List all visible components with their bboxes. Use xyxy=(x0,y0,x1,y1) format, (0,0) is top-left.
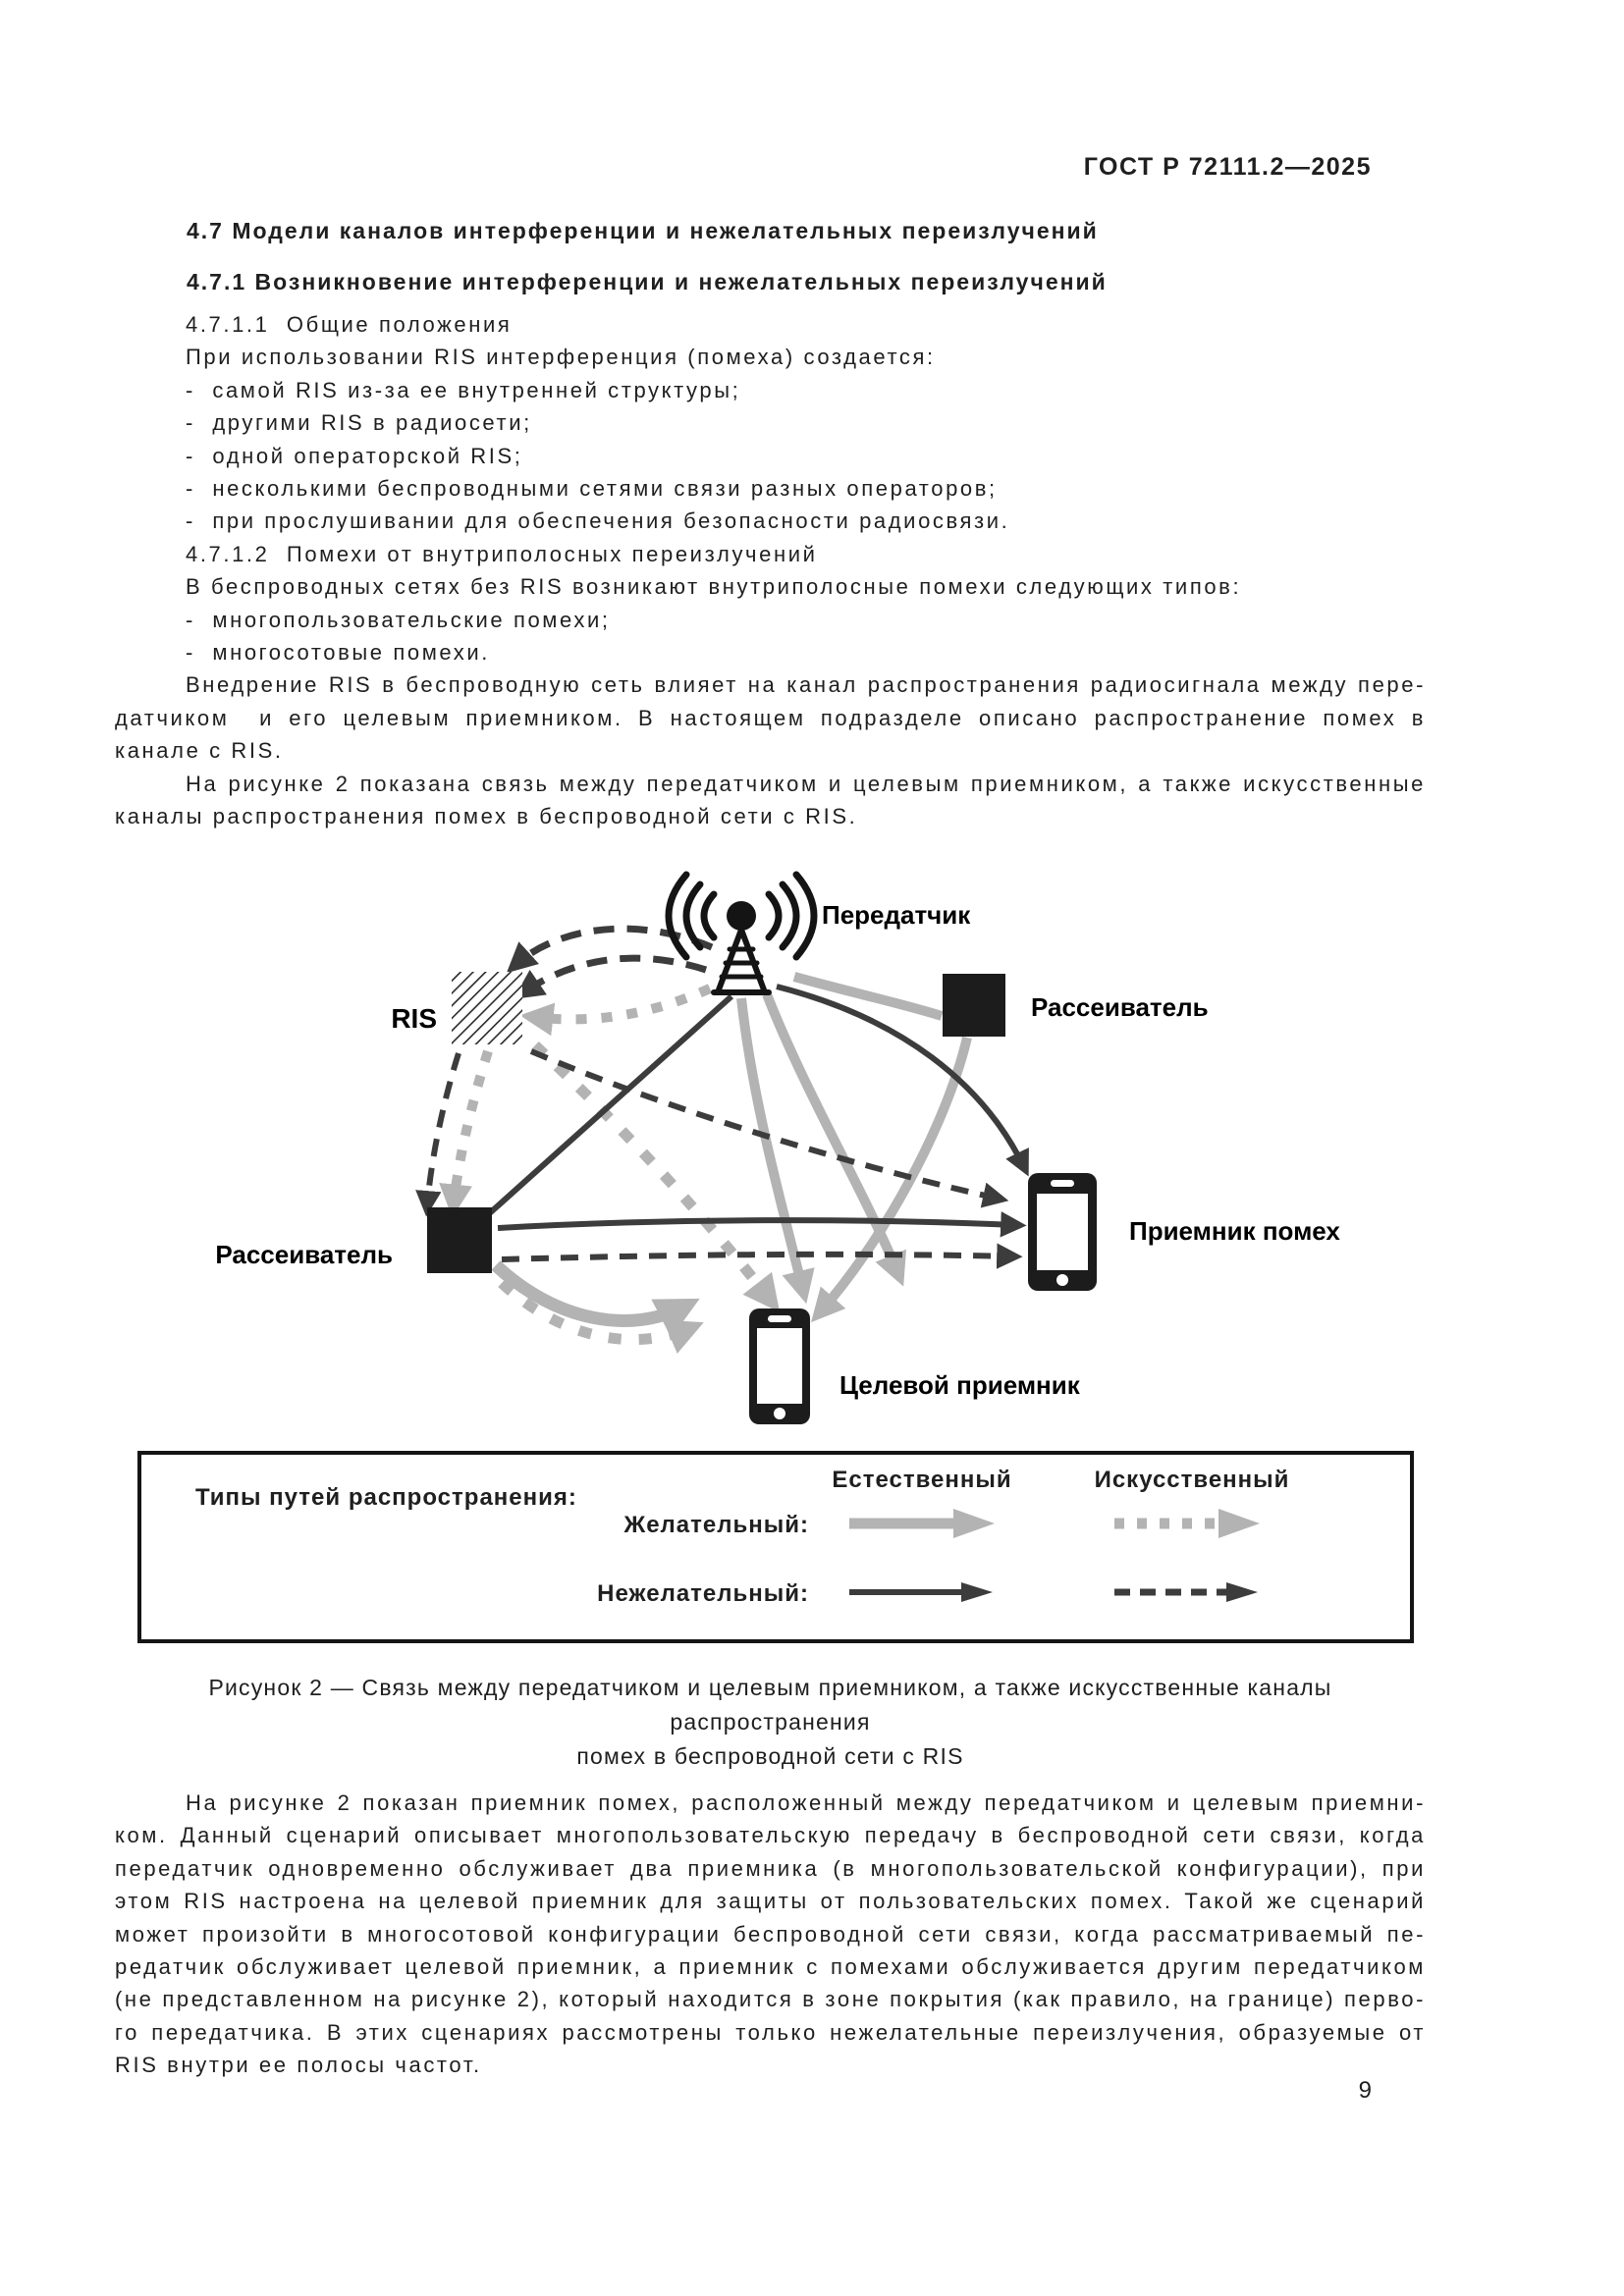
text-line: го передатчика. В этих сценариях рассмотрены только нежелательные переизлучения, образуемые от xyxy=(115,2019,1426,2045)
text-line: (не представленном на рисунке 2), который находится в зоне покрытия (как правило, на границе) перво- xyxy=(115,1987,1426,2012)
ris-label: RIS xyxy=(391,1003,437,1034)
undesired-natural-arrow-icon xyxy=(843,1573,1010,1612)
network-diagram xyxy=(113,869,1389,1438)
text-line: передатчик одновременно обслуживает два приемника (в многопользовательской конфигурации), при xyxy=(115,1855,1426,1881)
text-line: - самой RIS из-за ее внутренней структуры; xyxy=(186,377,741,402)
section-heading: 4.7 Модели каналов интерференции и нежелательных переизлучений xyxy=(187,218,1099,243)
text-line: - многосотовые помехи. xyxy=(186,640,490,666)
text-line: - многопользовательские помехи; xyxy=(186,607,611,632)
legend-column-natural: Естественный xyxy=(832,1467,1012,1493)
text-line: канале с RIS. xyxy=(115,738,284,764)
text-line: При использовании RIS интерференция (помеха) создается: xyxy=(186,345,936,370)
text-line: - одной операторской RIS; xyxy=(186,443,523,468)
text-line: этом RIS настроена на целевой приемник для защиты от пользовательских помех. Такой же сценарий xyxy=(115,1889,1426,1914)
text-line: датчиком и его целевым приемником. В настоящем подразделе описано распространение помех в xyxy=(115,705,1426,730)
desired-natural-arrow-icon xyxy=(843,1504,1010,1543)
text-line: RIS внутри ее полосы частот. xyxy=(115,2053,482,2078)
text-line: может произойти в многосотовой конфигурации беспроводной сети связи, когда рассматриваемый пе- xyxy=(115,1921,1426,1947)
text-line: - несколькими беспроводными сетями связи разных операторов; xyxy=(186,476,998,502)
text-line: На рисунке 2 показана связь между передатчиком и целевым приемником, а также искусственные xyxy=(186,771,1426,796)
body-text-block-2 xyxy=(115,1787,1426,2082)
figure-caption-line1: Рисунок 2 — Связь между передатчиком и целевым приемником, а также искусственные каналы распространения xyxy=(208,1675,1332,1735)
legend-title: Типы путей распространения: xyxy=(195,1484,577,1511)
legend-row-desired-label: Желательный: xyxy=(623,1512,809,1538)
figure-2-diagram xyxy=(113,869,1389,1438)
scatterer-right-label: Рассеиватель xyxy=(1031,992,1209,1022)
body-text-block-1 xyxy=(115,308,1426,833)
text-line: каналы распространения помех в беспроводной сети с RIS. xyxy=(115,804,858,829)
text-line: - другими RIS в радиосети; xyxy=(186,410,532,436)
scatterer-left-label: Рассеиватель xyxy=(215,1240,393,1269)
text-line: На рисунке 2 показан приемник помех, расположенный между передатчиком и целевым приемни- xyxy=(186,1790,1426,1815)
text-line: 4.7.1.1 Общие положения xyxy=(186,312,513,337)
legend-row-undesired-label: Нежелательный: xyxy=(597,1580,809,1607)
undesired-artificial-arrow-icon xyxy=(1109,1573,1275,1612)
text-line: В беспроводных сетях без RIS возникают внутриполосные помехи следующих типов: xyxy=(186,574,1242,600)
text-line: редатчик обслуживает целевой приемник, а приемник с помехами обслуживается другим передатчиком xyxy=(115,1954,1426,1980)
desired-artificial-arrow-icon xyxy=(1109,1504,1275,1543)
figure-caption-line2: помех в беспроводной сети с RIS xyxy=(576,1743,964,1769)
interference-receiver-icon xyxy=(1028,1173,1097,1291)
ris-panel-icon xyxy=(452,972,522,1044)
transmitter-icon xyxy=(669,875,814,992)
target-receiver-label: Целевой приемник xyxy=(839,1370,1080,1400)
legend-box xyxy=(137,1451,1414,1643)
scatterer-right-icon xyxy=(943,974,1005,1037)
target-receiver-icon xyxy=(749,1308,810,1424)
text-line: - при прослушивании для обеспечения безопасности радиосвязи. xyxy=(186,508,1010,534)
legend-column-artificial: Искусственный xyxy=(1094,1467,1290,1493)
document-code-header: ГОСТ Р 72111.2—2025 xyxy=(1083,153,1372,181)
text-line: Внедрение RIS в беспроводную сеть влияет на канал распространения радиосигнала между пере- xyxy=(186,672,1426,698)
page-number: 9 xyxy=(1358,2077,1372,2104)
transmitter-label: Передатчик xyxy=(822,900,971,930)
interference-receiver-label: Приемник помех xyxy=(1129,1216,1340,1246)
text-line: ком. Данный сценарий описывает многопользовательскую передачу в беспроводной сети связи, когда xyxy=(115,1823,1426,1848)
text-line: 4.7.1.2 Помехи от внутриполосных переизлучений xyxy=(186,541,818,566)
natural-desired-paths xyxy=(496,977,967,1320)
subsection-heading: 4.7.1 Возникновение интерференции и нежелательных переизлучений xyxy=(187,269,1108,294)
scatterer-left-icon xyxy=(427,1207,492,1273)
figure-caption xyxy=(115,1671,1426,1774)
